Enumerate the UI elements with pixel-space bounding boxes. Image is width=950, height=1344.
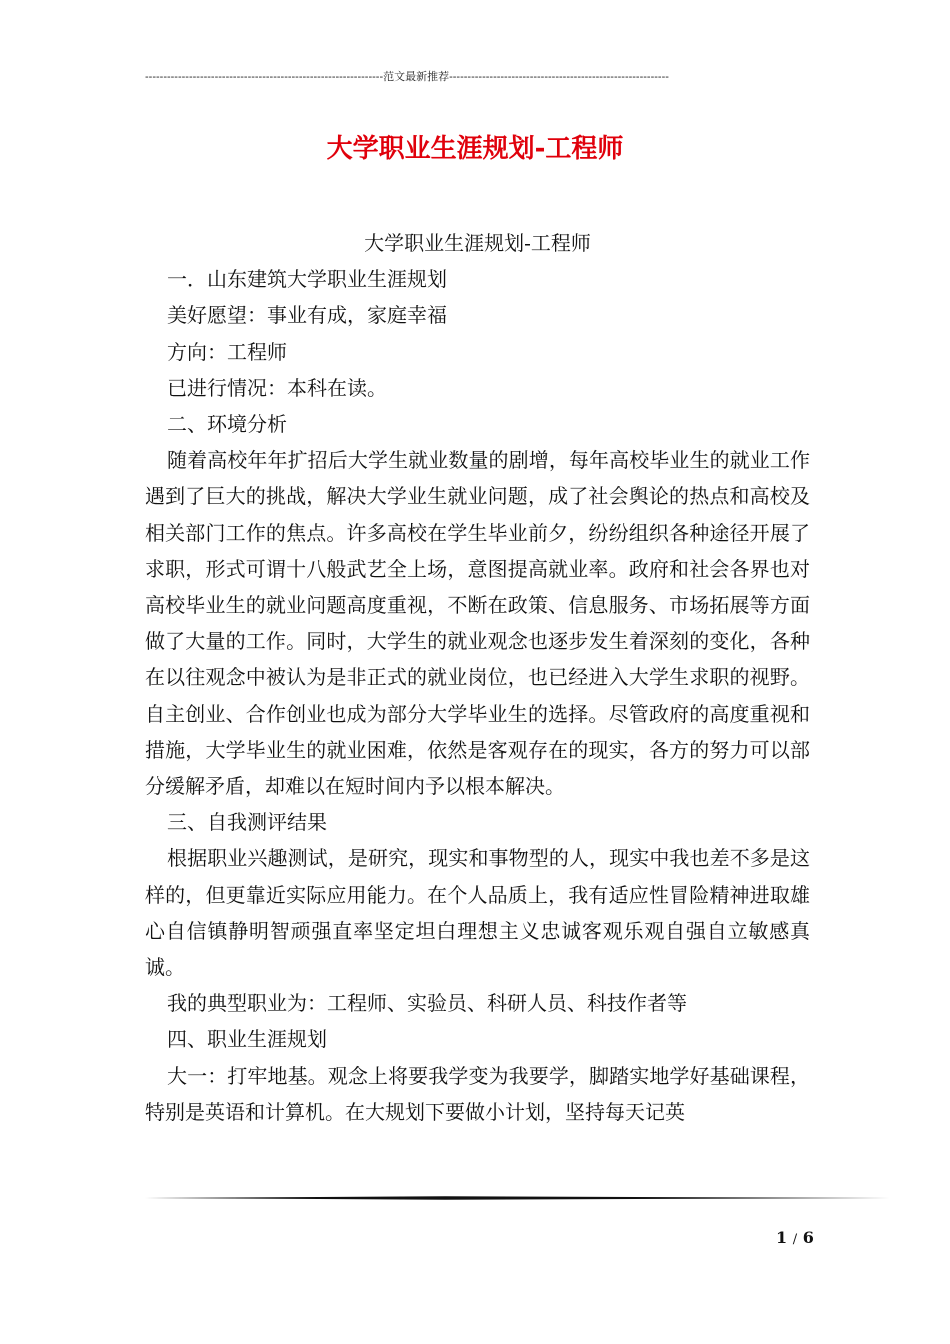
self-assessment-paragraph: 根据职业兴趣测试，是研究，现实和事物型的人，现实中我也差不多是这样的，但更靠近实际应用能力。在个人品质上，我有适应性冒险精神进取雄心自信镇静明智顽强直率坚定坦白理想主义忠诚客观乐观自强自立敏感真诚。 [145, 846, 810, 980]
header-label: 范文最新推荐 [383, 71, 450, 83]
header-dash-left: ----------------------------------------------------------------- [145, 71, 384, 83]
footer-divider [145, 1196, 890, 1200]
section-2-heading: 二、环境分析 [167, 412, 287, 437]
document-body [145, 225, 810, 1130]
document-title: 大学职业生涯规划-工程师 [326, 134, 624, 164]
status-line: 已进行情况：本科在读。 [167, 375, 387, 400]
environment-paragraph: 随着高校年年扩招后大学生就业数量的剧增，每年高校毕业生的就业工作遇到了巨大的挑战，解决大学业生就业问题，成了社会舆论的热点和高校及相关部门工作的焦点。许多高校在学生毕业前夕，纷纷组织各种途径开展了求职，形式可谓十八般武艺全上场，意图提高就业率。政府和社会各界也对高校毕业生的就业问题高度重视，不断在政策、信息服务、市场拓展等方面做了大量的工作。同时，大学生的就业观念也逐步发生着深刻的变化，各种在以往观念中被认为是非正式的就业岗位，也已经进入大学生求职的视野。自主创业、合作创业也成为部分大学毕业生的选择。尽管政府的高度重视和措施，大学毕业生的就业困难，依然是客观存在的现实，各方的努力可以部分缓解矛盾，却难以在短时间内予以根本解决。 [145, 448, 810, 799]
wish-line: 美好愿望：事业有成，家庭幸福 [167, 303, 447, 328]
page-separator: / [792, 1232, 798, 1247]
header-dash-right: ------------------------------------------------------------ [449, 71, 669, 83]
page-header [145, 68, 805, 84]
direction-line: 方向：工程师 [167, 339, 287, 364]
page-current: 1 [776, 1228, 788, 1247]
freshman-plan-paragraph: 大一：打牢地基。观念上将要我学变为我要学，脚踏实地学好基础课程，特别是英语和计算机。在大规划下要做小计划，坚持每天记英 [145, 1063, 810, 1124]
section-1-heading: 一．山东建筑大学职业生涯规划 [167, 267, 447, 292]
page-number [776, 1228, 814, 1247]
section-4-heading: 四、职业生涯规划 [167, 1027, 327, 1052]
page-total: 6 [802, 1228, 814, 1247]
typical-jobs-line: 我的典型职业为：工程师、实验员、科研人员、科技作者等 [167, 991, 687, 1016]
section-3-heading: 三、自我测评结果 [167, 810, 327, 835]
body-subtitle: 大学职业生涯规划-工程师 [364, 231, 591, 255]
